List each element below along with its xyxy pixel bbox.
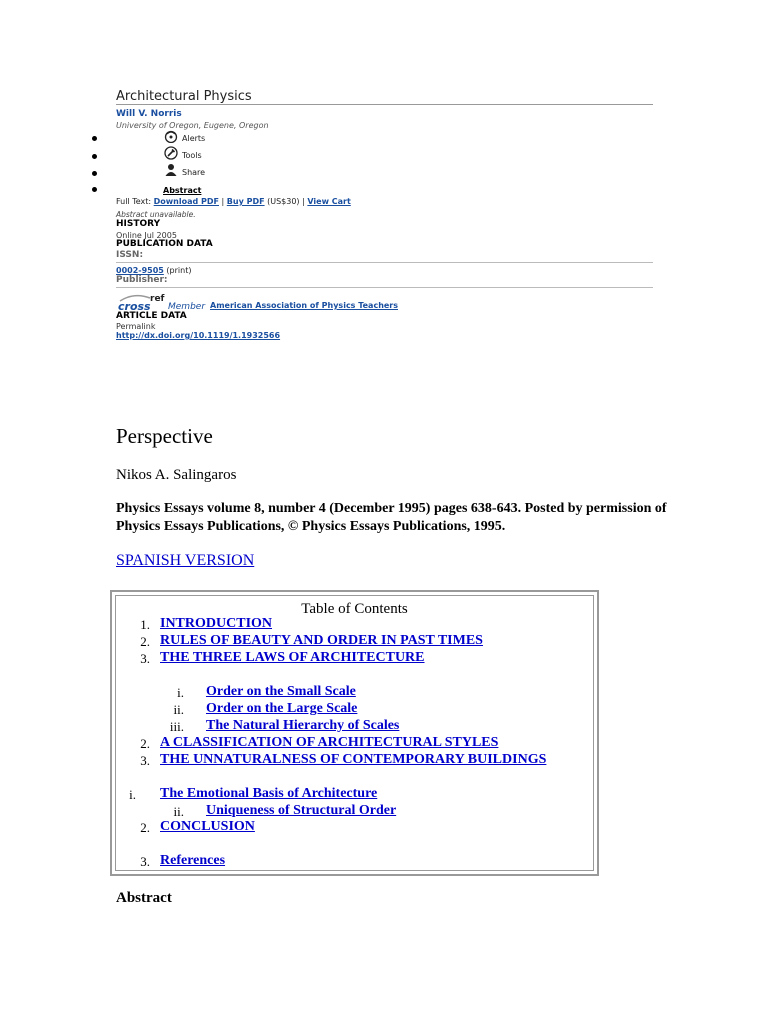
toc-item-link[interactable]: THE THREE LAWS OF ARCHITECTURE xyxy=(160,650,425,665)
publisher-link[interactable]: American Association of Physics Teachers xyxy=(210,301,399,310)
toc-item-link[interactable]: RULES OF BEAUTY AND ORDER IN PAST TIMES xyxy=(160,633,483,648)
issn-link[interactable]: 0002-9505 xyxy=(116,266,164,275)
toc-item-link[interactable]: The Emotional Basis of Architecture xyxy=(160,786,378,801)
share-button[interactable] xyxy=(164,163,205,177)
toc-item-number: i. xyxy=(129,787,136,802)
toc-title: Table of Contents xyxy=(301,601,408,617)
publisher-label: Publisher: xyxy=(116,275,168,285)
alerts-label: Alerts xyxy=(182,134,206,143)
toc-item-link[interactable]: INTRODUCTION xyxy=(160,616,273,631)
issn-label: ISSN: xyxy=(116,250,144,260)
price-text: (US$30) xyxy=(267,197,300,206)
alerts-icon xyxy=(164,129,178,143)
toc-item-number: 2. xyxy=(140,634,150,649)
tools-icon xyxy=(164,146,178,160)
list-bullet xyxy=(92,171,97,176)
toc-item-link[interactable]: Order on the Small Scale xyxy=(206,684,356,699)
separator: | xyxy=(302,197,305,206)
toc-item-number: 3. xyxy=(140,854,150,869)
title-divider xyxy=(116,104,653,105)
journal-article-title: Architectural Physics xyxy=(116,89,252,104)
history-heading: HISTORY xyxy=(116,219,161,229)
tools-button[interactable] xyxy=(164,146,202,160)
share-label: Share xyxy=(182,168,206,177)
essay-title: Perspective xyxy=(116,424,213,448)
toc-item-number: 3. xyxy=(140,651,150,666)
toc-item-number: i. xyxy=(177,685,184,700)
fulltext-links xyxy=(116,197,351,206)
table-of-contents xyxy=(110,590,599,876)
essay-author: Nikos A. Salingaros xyxy=(116,467,237,483)
alerts-button[interactable] xyxy=(164,129,205,143)
toc-item-number: ii. xyxy=(173,804,184,819)
toc-item-link[interactable]: Order on the Large Scale xyxy=(206,701,358,716)
fulltext-label: Full Text: xyxy=(116,197,152,206)
toc-item-number: ii. xyxy=(173,702,184,717)
toc-item-number: 2. xyxy=(140,820,150,835)
abstract-heading: Abstract xyxy=(116,890,172,906)
issn-line xyxy=(116,266,191,275)
toc-item-link[interactable]: A CLASSIFICATION OF ARCHITECTURAL STYLES xyxy=(160,735,499,750)
tools-label: Tools xyxy=(182,151,202,160)
toc-item-link[interactable]: THE UNNATURALNESS OF CONTEMPORARY BUILDINGS xyxy=(160,752,547,767)
separator: | xyxy=(221,197,225,206)
doi-permalink[interactable]: http://dx.doi.org/10.1119/1.1932566 xyxy=(116,331,281,340)
issn-type: (print) xyxy=(166,266,192,275)
list-bullet xyxy=(92,154,97,159)
abstract-unavailable: Abstract unavailable. xyxy=(116,210,196,219)
abstract-link[interactable]: Abstract xyxy=(163,186,202,195)
view-cart-link[interactable]: View Cart xyxy=(307,197,351,206)
toc-item-number: 3. xyxy=(140,753,150,768)
article-data-heading: ARTICLE DATA xyxy=(116,311,187,321)
share-icon xyxy=(164,163,178,177)
list-bullet xyxy=(92,187,97,192)
author-link[interactable]: Will V. Norris xyxy=(116,109,182,119)
crossref-member-logo xyxy=(116,292,208,312)
toc-item-number: 1. xyxy=(140,617,150,632)
permalink-label: Permalink xyxy=(116,322,156,331)
toc-item-link[interactable]: The Natural Hierarchy of Scales xyxy=(206,718,400,733)
toc-item-link[interactable]: Uniqueness of Structural Order xyxy=(206,803,397,818)
history-online-date: Online Jul 2005 xyxy=(116,231,177,240)
toc-item-number: 2. xyxy=(140,736,150,751)
toc-item-link[interactable]: References xyxy=(160,853,226,868)
crossref-ref: ref xyxy=(150,294,165,304)
buy-pdf-link[interactable]: Buy PDF xyxy=(226,197,265,206)
divider xyxy=(116,262,653,263)
crossref-member: Member xyxy=(168,302,206,312)
download-pdf-link[interactable]: Download PDF xyxy=(153,197,219,206)
crossref-text: cross xyxy=(118,300,151,312)
list-bullet xyxy=(92,136,97,141)
author-affiliation: University of Oregon, Eugene, Oregon xyxy=(116,121,269,130)
toc-item-number: iii. xyxy=(169,719,184,734)
toc-item-link[interactable]: CONCLUSION xyxy=(160,819,255,834)
publication-heading: PUBLICATION DATA xyxy=(116,239,213,249)
spanish-version-link[interactable]: SPANISH VERSION xyxy=(116,552,255,569)
divider xyxy=(116,287,653,288)
citation-text: Physics Essays volume 8, number 4 (December 1995) pages 638-643. Posted by permission of Physics Essays Publications, © Physics Essays Publications, 1995. xyxy=(116,501,667,534)
